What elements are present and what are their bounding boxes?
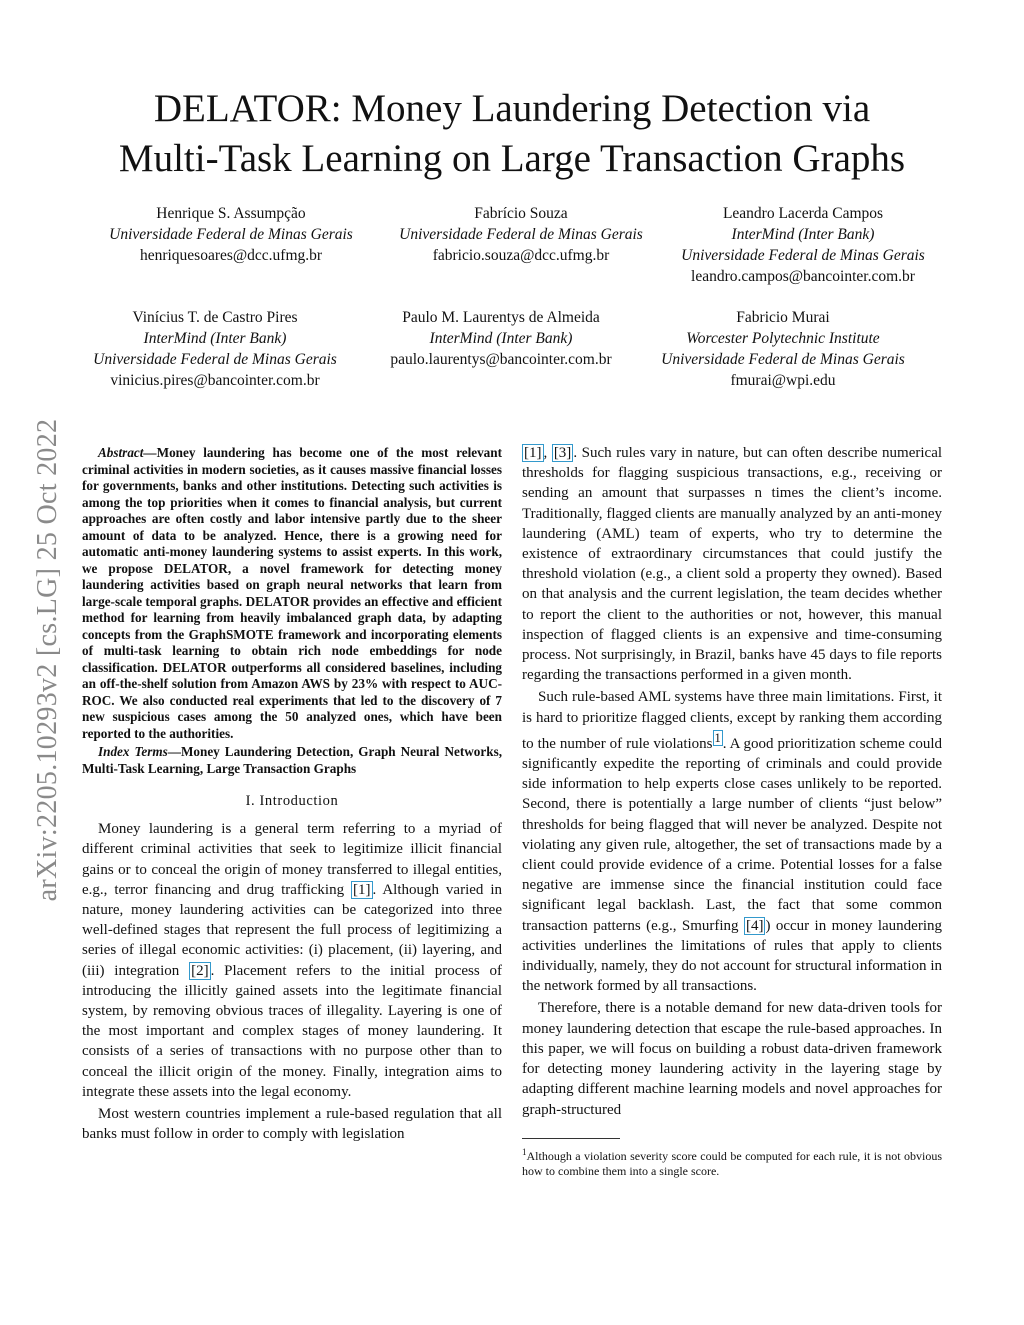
index-terms-label: Index Terms — [98, 744, 168, 759]
author-email: fabricio.souza@dcc.ufmg.br — [432, 247, 610, 264]
author-affiliation-secondary: Universidade Federal de Minas Gerais — [93, 351, 337, 368]
author-affiliation-secondary: Universidade Federal de Minas Gerais — [681, 247, 925, 264]
citation-link[interactable]: [4] — [745, 917, 764, 934]
section-heading: I. Introduction — [245, 793, 339, 809]
title-line-1: DELATOR: Money Laundering Detection via — [153, 87, 871, 130]
body-paragraph: Such rule-based AML systems have three main limitations. First, it is hard to prioritize flagged clients, except by ranking them according to the number of rule violations $^1$ . A good prioritization scheme could significantly expedite the reporting of criminals and could provide side information to help experts close cases unlikely to be reported. Second, there is potentially a large number of clients “just below” thresholds for being flagged that will never be analyzed. Despite not violating any given rule, altogether, the set of transactions made by a client could provide evidence of a crime. Potential losses for a false negative are immense since the financial institution could face significant legal backlash. Last, the fact that some common transaction patterns (e.g., Smurfing [4] ) occur in money laundering activities underlines the limitations of rules that apply to clients individually, namely, they do not account for structural information in the network formed by all transactions. — [522, 689, 942, 995]
author-name: Fabrício Souza — [474, 205, 568, 222]
author-affiliation: Universidade Federal de Minas Gerais — [109, 226, 353, 243]
right-column — [522, 443, 942, 1179]
author-name: Paulo M. Laurentys de Almeida — [402, 309, 600, 326]
abstract-label: Abstract— — [98, 445, 157, 460]
index-terms-text: —Money Laundering Detection, Graph Neural Networks, Multi-Task Learning, Large Transaction Graphs — [82, 744, 502, 776]
author-block — [80, 203, 382, 266]
author-name: Leandro Lacerda Campos — [722, 205, 884, 222]
body-paragraph: Therefore, there is a notable demand for new data-driven tools for money laundering detection that escape the rule-based approaches. In this paper, we will focus on building a robust data-driven framework for detecting money laundering activity in the layering stage by adapting different machine learning models and novel approaches for graph-structured — [522, 1000, 942, 1118]
citation-link[interactable]: [3] — [553, 445, 572, 461]
footnote-text: Although a violation severity score could be computed for each rule, it is not obvious how to combine them into a single score. — [522, 1148, 942, 1178]
body-paragraph: [1] , [3] . Such rules vary in nature, but can often describe numerical thresholds for flagging suspicious transactions, e.g., receiving or sending an amount that surpasses n times the client’s income. Traditionally, flagged clients are manually analyzed by an anti-money laundering (AML) team of experts, who try to determine the existence of extraordinary circumstances that could justify the threshold violation (e.g., a client sold a property they owned). Based on that analysis and the current legislation, the team decides whether to report the client to the authorities or not, however, this manual inspection of flagged clients is an expensive and time-consuming process. Not surprisingly, in Brazil, banks have 45 days to file reports regarding the transactions performed in a given month. — [522, 445, 943, 684]
author-affiliation-secondary: Universidade Federal de Minas Gerais — [661, 351, 905, 368]
author-email: fmurai@wpi.edu — [730, 372, 836, 389]
author-block — [652, 203, 954, 287]
left-column — [82, 445, 502, 1144]
author-affiliation: InterMind (Inter Bank) — [143, 330, 287, 347]
author-block — [632, 307, 934, 391]
footnote — [522, 1145, 942, 1179]
author-name: Henrique S. Assumpção — [156, 205, 306, 222]
author-block — [350, 307, 652, 370]
citation-link[interactable]: [2] — [191, 962, 209, 979]
paper-title — [60, 84, 964, 184]
author-name: Fabricio Murai — [736, 309, 830, 326]
footnote-marker[interactable]: 1 — [714, 730, 721, 745]
citation-link[interactable]: [1] — [353, 881, 371, 898]
author-affiliation: InterMind (Inter Bank) — [429, 330, 573, 347]
abstract — [82, 445, 502, 777]
author-email: vinicius.pires@bancointer.com.br — [110, 372, 320, 389]
footnote-rule — [522, 1138, 620, 1139]
arxiv-identifier: arXiv:2205.10293v2 [cs.LG] 25 Oct 2022 — [32, 418, 63, 902]
intro-paragraph: Money laundering is a general term referring to a myriad of different criminal activities that seek to legitimize illicit financial gains or to conceal the origin of money transferred to illegal entities, e.g., terror financing and drug trafficking [1] . Although varied in nature, money laundering activities can be categorized into three well-defined stages that represent the full process of legitimizing a series of illegal economic activities: (i) placement, (ii) layering, and (iii) integration [2] . Placement refers to the initial process of introducing the illicitly gained assets into the legitimate financial system, by removing obvious traces of illegality. Layering is one of the most important and complex stages of money laundering. It consists of a series of transactions with no purpose other than to conceal the illicit origin of the money. Finally, integration aims to integrate these assets into the legal economy. — [82, 821, 502, 1100]
intro-paragraph: Most western countries implement a rule-based regulation that all banks must follow in order to comply with legislation — [82, 1106, 502, 1143]
author-name: Vinícius T. de Castro Pires — [132, 309, 298, 326]
author-affiliation: Worcester Polytechnic Institute — [686, 330, 880, 347]
title-line-2: Multi-Task Learning on Large Transaction Graphs — [118, 137, 906, 180]
author-email: leandro.campos@bancointer.com.br — [691, 268, 915, 285]
author-email: paulo.laurentys@bancointer.com.br — [390, 351, 612, 368]
author-email: henriquesoares@dcc.ufmg.br — [139, 247, 323, 264]
author-block — [64, 307, 366, 391]
author-block — [370, 203, 672, 266]
footnote-number: 1 — [522, 1146, 527, 1157]
author-affiliation: InterMind (Inter Bank) — [731, 226, 875, 243]
author-affiliation: Universidade Federal de Minas Gerais — [399, 226, 643, 243]
citation-link[interactable]: [1] — [524, 445, 542, 461]
abstract-text: Money laundering has become one of the most relevant criminal activities in modern societies, as it causes massive financial losses for governments, banks and other institutions. Detecting such activities is among the top priorities when it comes to financial analysis, but current approaches are often costly and labor intensive partly due to the sheer amount of data to be analyzed. Hence, there is a growing need for automatic anti-money laundering systems to assist experts. In this work, we propose DELATOR, a novel framework for detecting money laundering activities based on graph neural networks that learn from large-scale temporal graphs. DELATOR provides an effective and efficient method for learning from heavily imbalanced graph data, by adapting concepts from the GraphSMOTE framework and incorporating elements of multi-task learning to obtain rich node embeddings for node classification. DELATOR outperforms all considered baselines, including an off-the-shelf solution from Amazon AWS by 23% with respect to AUC-ROC. We also conducted real experiments that led to the discovery of 7 new suspicious cases among the 50 analyzed ones, which have been reported to the authorities. — [82, 445, 502, 741]
